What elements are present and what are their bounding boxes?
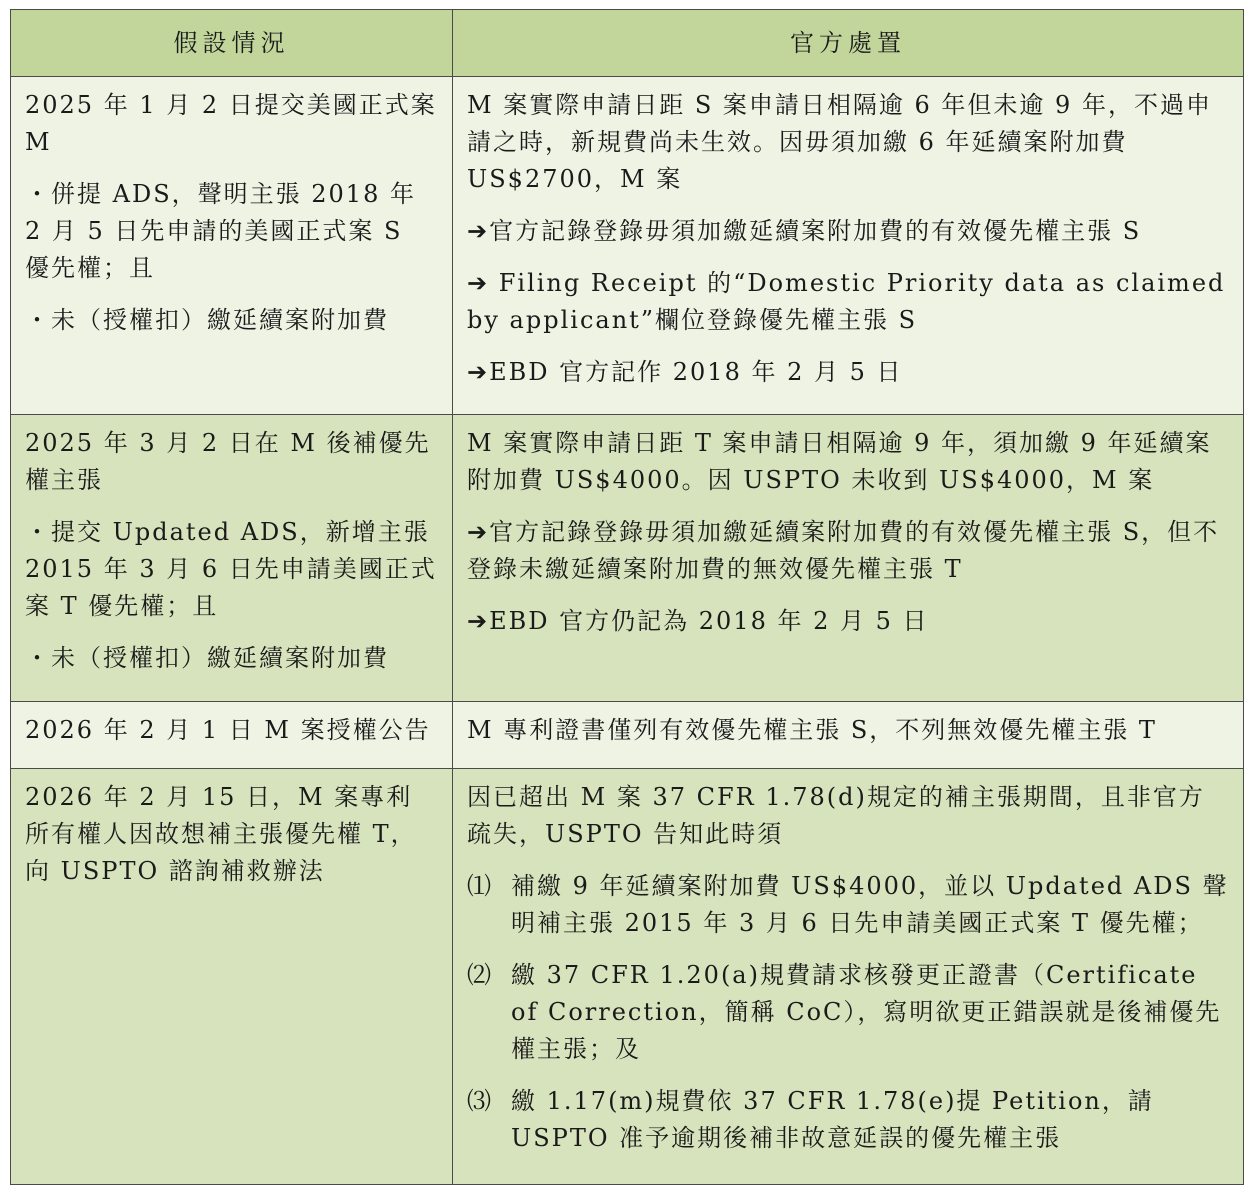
scenario-text: ・提交 Updated ADS，新增主張 2015 年 3 月 6 日先申請美國正式案 T 優先權；且	[25, 518, 437, 620]
scenario-text: ・未（授權扣）繳延續案附加費	[25, 644, 389, 672]
scenario-cell	[11, 77, 453, 415]
scenario-text: ・併提 ADS，聲明主張 2018 年 2 月 5 日先申請的美國正式案 S 優先權；且	[25, 180, 416, 282]
scenario-text: 2026 年 2 月 1 日 M 案授權公告	[25, 716, 431, 744]
action-cell	[453, 77, 1244, 415]
list-number: ⑴	[467, 872, 491, 900]
remedy-list-item	[467, 1083, 1229, 1157]
action-text: M 專利證書僅列有效優先權主張 S，不列無效優先權主張 T	[467, 716, 1157, 744]
remedy-list-item	[467, 868, 1229, 942]
header-official-action: 官方處置	[453, 10, 1244, 77]
table-row	[11, 702, 1244, 769]
action-text: ➔EBD 官方記作 2018 年 2 月 5 日	[467, 358, 903, 386]
header-row	[11, 10, 1244, 77]
action-text: ➔ Filing Receipt 的“Domestic Priority data as claimed by applicant”欄位登錄優先權主張 S	[467, 269, 1226, 334]
list-number: ⑵	[467, 961, 491, 989]
table-row	[11, 415, 1244, 702]
remedy-list-item	[467, 957, 1229, 1068]
action-cell	[453, 415, 1244, 702]
action-text: ➔官方記錄登錄毋須加繳延續案附加費的有效優先權主張 S，但不登錄未繳延續案附加費的無效優先權主張 T	[467, 518, 1220, 583]
action-text: M 案實際申請日距 S 案申請日相隔逾 6 年但未逾 9 年，不過申請之時，新規費尚未生效。因毋須加繳 6 年延續案附加費 US$2700，M 案	[467, 91, 1212, 193]
scenario-cell	[11, 415, 453, 702]
scenario-text: 2025 年 1 月 2 日提交美國正式案 M	[25, 91, 437, 156]
action-text: ➔EBD 官方仍記為 2018 年 2 月 5 日	[467, 607, 929, 635]
list-text: 補繳 9 年延續案附加費 US$4000，並以 Updated ADS 聲明補主張 2015 年 3 月 6 日先申請美國正式案 T 優先權；	[511, 872, 1229, 937]
table-row	[11, 769, 1244, 1185]
action-text: M 案實際申請日距 T 案申請日相隔逾 9 年，須加繳 9 年延續案附加費 US$4000。因 USPTO 未收到 US$4000，M 案	[467, 429, 1212, 494]
action-text: 因已超出 M 案 37 CFR 1.78(d)規定的補主張期間，且非官方疏失，USPTO 告知此時須	[467, 783, 1205, 848]
list-text: 繳 1.17(m)規費依 37 CFR 1.78(e)提 Petition，請 USPTO 准予逾期後補非故意延誤的優先權主張	[511, 1087, 1154, 1152]
scenario-cell	[11, 769, 453, 1185]
priority-claim-table	[10, 9, 1244, 1185]
list-number: ⑶	[467, 1087, 491, 1115]
scenario-text: 2025 年 3 月 2 日在 M 後補優先權主張	[25, 429, 431, 494]
list-text: 繳 37 CFR 1.20(a)規費請求核發更正證書（Certificate of Correction，簡稱 CoC），寫明欲更正錯誤就是後補優先權主張；及	[511, 961, 1222, 1063]
scenario-text: ・未（授權扣）繳延續案附加費	[25, 306, 389, 334]
header-scenario: 假設情況	[11, 10, 453, 77]
table-row	[11, 77, 1244, 415]
scenario-cell	[11, 702, 453, 769]
action-cell	[453, 769, 1244, 1185]
scenario-text: 2026 年 2 月 15 日，M 案專利所有權人因故想補主張優先權 T，向 USPTO 諮詢補救辦法	[25, 783, 417, 885]
action-cell	[453, 702, 1244, 769]
action-text: ➔官方記錄登錄毋須加繳延續案附加費的有效優先權主張 S	[467, 217, 1142, 245]
